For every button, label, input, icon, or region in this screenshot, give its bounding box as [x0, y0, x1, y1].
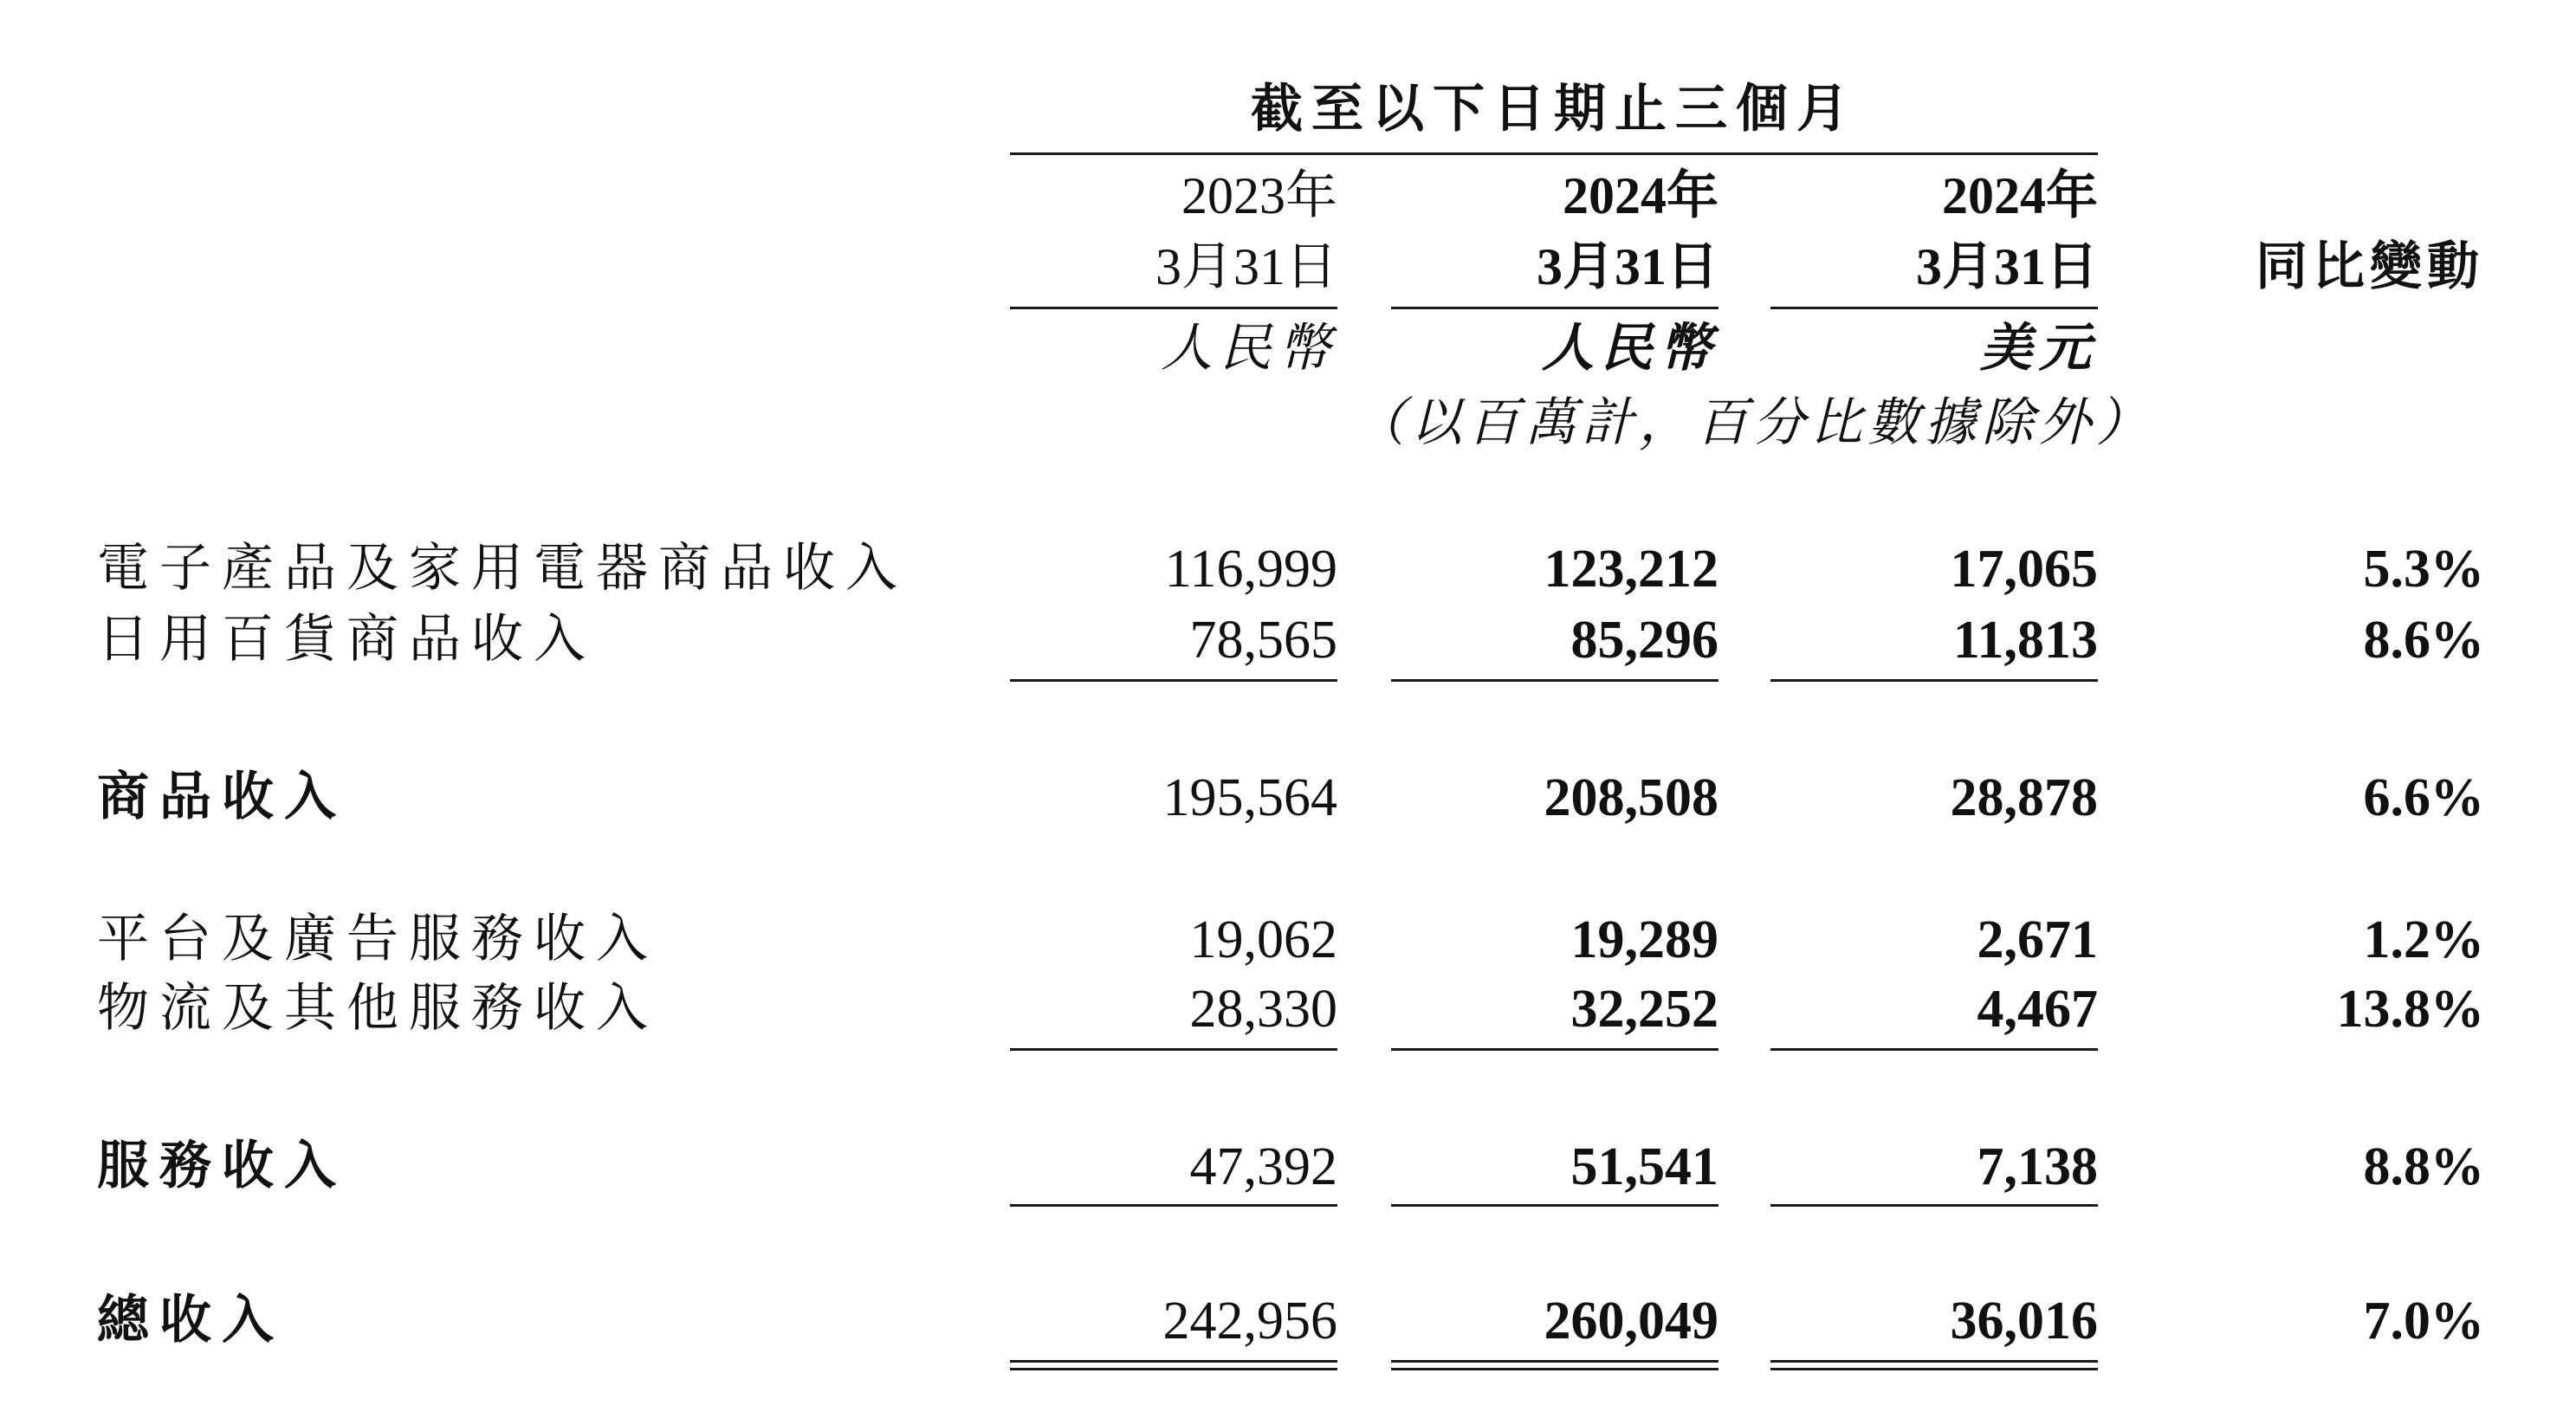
- period-title: 截至以下日期止三個月: [1251, 81, 1857, 138]
- value-usd: 7,138: [1977, 1137, 2098, 1196]
- value-2024: 260,049: [1544, 1292, 1718, 1350]
- subtotal-rule: [1770, 1204, 2098, 1207]
- col-usd-rule: [1770, 307, 2098, 309]
- value-change: 8.6%: [2363, 611, 2484, 670]
- subtotal-rule: [1770, 1048, 2098, 1051]
- row-label: 日用百貨商品收入: [97, 611, 596, 668]
- value-2024: 85,296: [1570, 611, 1718, 670]
- value-2023: 47,392: [1189, 1137, 1337, 1196]
- value-change: 8.8%: [2363, 1137, 2484, 1196]
- subtotal-rule: [1391, 1204, 1718, 1207]
- row-label: 總收入: [97, 1292, 284, 1349]
- value-usd: 2,671: [1977, 910, 2098, 969]
- value-usd: 4,467: [1977, 980, 2098, 1039]
- subtotal-rule: [1010, 1204, 1337, 1207]
- value-2024: 19,289: [1570, 910, 1718, 969]
- value-2024: 51,541: [1570, 1137, 1718, 1196]
- value-usd: 36,016: [1950, 1292, 2098, 1350]
- value-usd: 17,065: [1950, 540, 2098, 599]
- col-2024-rule: [1391, 307, 1718, 309]
- row-label: 電子產品及家用電器商品收入: [97, 540, 908, 597]
- row-label: 物流及其他服務收入: [97, 980, 658, 1037]
- value-2023: 116,999: [1164, 540, 1337, 599]
- value-2024: 32,252: [1570, 980, 1718, 1039]
- col-usd-year: 2024年: [1942, 167, 2098, 224]
- subtotal-rule: [1391, 679, 1718, 682]
- row-label: 服務收入: [97, 1137, 346, 1195]
- col-usd-date: 3月31日: [1916, 238, 2098, 295]
- value-2023: 19,062: [1189, 910, 1337, 969]
- value-change: 13.8%: [2336, 980, 2484, 1039]
- change-header: 同比變動: [2256, 238, 2484, 295]
- value-2023: 195,564: [1162, 768, 1337, 827]
- subtotal-rule: [1010, 679, 1337, 682]
- col-2023-rule: [1010, 307, 1337, 309]
- total-double-rule: [1770, 1360, 2098, 1370]
- value-2024: 208,508: [1544, 768, 1718, 827]
- subtotal-rule: [1391, 1048, 1718, 1051]
- col-2023-currency: 人民幣: [1161, 320, 1337, 377]
- value-2023: 78,565: [1189, 611, 1337, 670]
- unit-note: （以百萬計，百分比數據除外）: [1353, 394, 2153, 451]
- value-2023: 28,330: [1189, 980, 1337, 1039]
- row-label: 商品收入: [97, 768, 346, 826]
- col-2023-year: 2023年: [1181, 167, 1337, 224]
- total-double-rule: [1010, 1360, 1337, 1370]
- row-label: 平台及廣告服務收入: [97, 910, 658, 968]
- value-usd: 11,813: [1952, 611, 2098, 670]
- value-change: 5.3%: [2363, 540, 2484, 599]
- col-2024-date: 3月31日: [1537, 238, 1718, 295]
- value-2024: 123,212: [1544, 540, 1718, 599]
- col-2024-year: 2024年: [1563, 167, 1718, 224]
- subtotal-rule: [1010, 1048, 1337, 1051]
- value-change: 7.0%: [2363, 1292, 2484, 1350]
- value-change: 1.2%: [2363, 910, 2484, 969]
- value-change: 6.6%: [2363, 768, 2484, 827]
- col-2024-currency: 人民幣: [1542, 320, 1718, 377]
- total-double-rule: [1391, 1360, 1718, 1370]
- value-usd: 28,878: [1950, 768, 2098, 827]
- header-rule: [1010, 152, 2098, 155]
- subtotal-rule: [1770, 679, 2098, 682]
- value-2023: 242,956: [1162, 1292, 1337, 1350]
- col-usd-currency: 美元: [1980, 320, 2098, 377]
- col-2023-date: 3月31日: [1155, 238, 1337, 295]
